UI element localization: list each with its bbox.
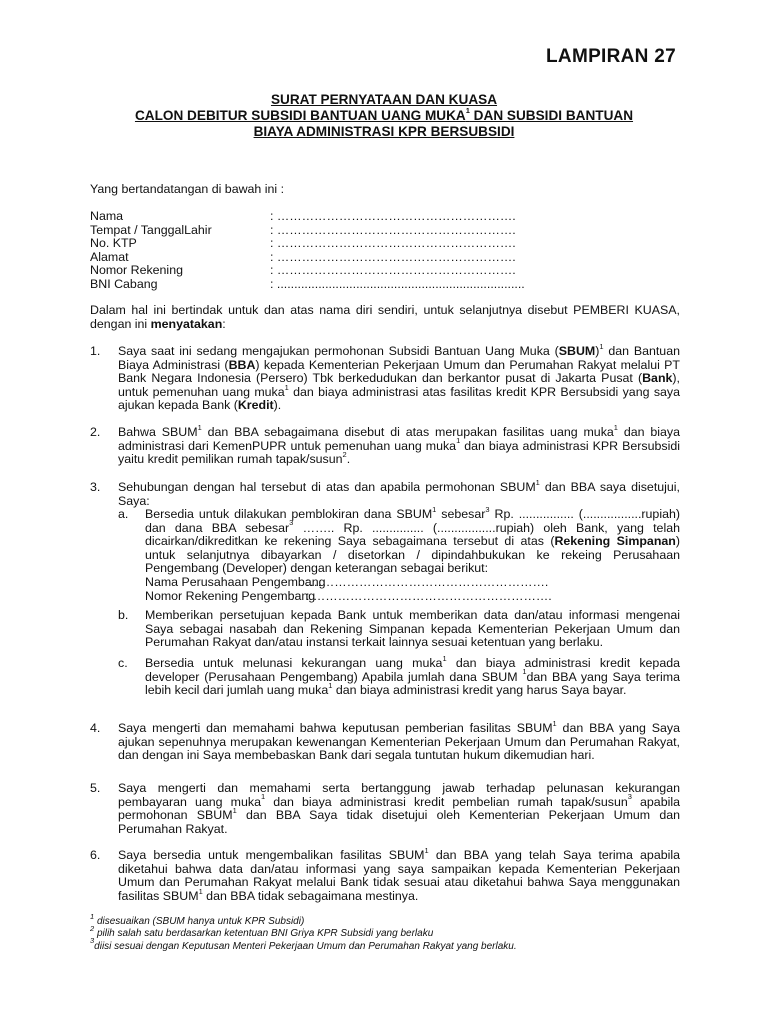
footnote-1: $^1$ disesuaikan (SBUM hanya untuk KPR Subsidi): [90, 911, 305, 927]
field-label: Nama: [90, 209, 124, 223]
item-text: Saya mengerti dan memahami bahwa keputusan pemberian fasilitas SBUM$^1$ dan BBA yang Saya ajukan sepenuhnya merupakan kewenangan Kementerian Pekerjaan Umum dan Perumahan Rakyat, dan dengan ini Saya membebaskan Bank dari segala tuntutan hukum dikemudian hari.: [118, 718, 680, 763]
title-line-2: CALON DEBITUR SUBSIDI BANTUAN UANG MUKA$^1$ DAN SUBSIDI BANTUAN: [134, 106, 634, 123]
developer-account-row: [145, 590, 680, 604]
field-value: : ………………………………………………….: [270, 263, 516, 278]
sub-item-a: [118, 504, 680, 603]
title-line-3: BIAYA ADMINISTRASI KPR BERSUBSIDI: [253, 124, 515, 139]
field-value: : ………………………………………………….: [270, 249, 516, 264]
footnote-3: $^3$diisi sesuai dengan Keputusan Menteri Pekerjaan Umum dan Perumahan Rakyat yang berlaku.: [90, 936, 517, 952]
identity-fields: [90, 210, 525, 292]
item-text: Bahwa SBUM$^1$ dan BBA sebagaimana disebut di atas merupakan fasilitas uang muka$^1$ dan biaya administrasi dari KemenPUPR untuk pemenuhan uang muka$^1$ dan biaya administrasi KPR Bersubsidi yaitu kredit pemilikan rumah tapak/susun$^2$.: [118, 422, 680, 467]
sub-item-paragraph: Bersedia untuk dilakukan pemblokiran dana SBUM$^1$ sebesar$^3$ Rp. ................ (.................rupiah) dan dana BBA sebesar$^3$ …….. Rp. ............... (.................rupiah) oleh Bank, yang telah dicairkan/dikreditkan ke rekening Saya sebagaimana tersebut di atas (Rekening Simpanan) untuk selanjutnya dibayarkan / disetorkan / dipindahbukukan ke rekeing Perusahaan Pengembang (Developer) dengan keterangan sebagai berikut:: [145, 504, 680, 576]
footnotes: [90, 911, 517, 953]
list-item-3: [90, 477, 680, 508]
lampiran-number: LAMPIRAN 27: [546, 46, 676, 67]
developer-account-value: : ………………………………………………….: [306, 588, 552, 603]
item-text: Saya bersedia untuk mengembalikan fasilitas SBUM$^1$ dan BBA yang telah Saya terima apabila diketahui bahwa data dan/atau informasi yang saya sampaikan kepada Kementerian Pekerjaan Umum dan Perumahan Rakyat melalui Bank tidak sesuai atau diketahui bahwa Saya menggunakan fasilitas SBUM$^1$ dan BBA tidak sebagaimana mestinya.: [118, 845, 681, 903]
developer-name-row: [145, 576, 680, 590]
list-item-4: [90, 718, 680, 763]
field-label: No. KTP: [90, 236, 137, 251]
field-row-tempat-tanggal-lahir: [90, 224, 525, 238]
item-text: Saya mengerti dan memahami serta bertanggung jawab terhadap pelunasan kekurangan pembayaran uang muka$^1$ dan biaya administrasi kredit pembelian rumah tapak/susun$^3$ apabila permohonan SBUM$^1$ dan BBA Saya tidak disetujui oleh Kementerian Pekerjaan Umum dan Perumahan Rakyat.: [118, 781, 680, 836]
sub-item-letter: a.: [118, 507, 129, 521]
developer-account-label: Nomor Rekening Pengembang: [145, 588, 316, 603]
item-text: Sehubungan dengan hal tersebut di atas dan apabila permohonan SBUM$^1$ dan BBA saya disetujui, Saya:: [118, 477, 680, 508]
list-item-6: [90, 845, 681, 903]
document-title: [90, 92, 678, 140]
field-label: Alamat: [90, 249, 129, 264]
field-row-alamat: [90, 251, 525, 265]
sub-item-letter: b.: [118, 608, 129, 622]
statement-paragraph: Dalam hal ini bertindak untuk dan atas nama diri sendiri, untuk selanjutnya disebut PEMBERI KUASA, dengan ini menyatakan:: [90, 303, 680, 331]
sub-item-text: [145, 504, 680, 603]
field-row-nomor-rekening: [90, 264, 525, 278]
sub-item-letter: c.: [118, 656, 128, 670]
field-label: BNI Cabang: [90, 276, 158, 291]
sub-item-text: Bersedia untuk melunasi kekurangan uang muka$^1$ dan biaya administrasi kredit kepada developer (Perusahaan Pengembang) Apabila jumlah dana SBUM $^1$dan BBA yang Saya terima lebih kecil dari jumlah uang muka$^1$ dan biaya administrasi kredit yang harus Saya bayar.: [145, 653, 680, 698]
developer-name-value: :………………………………………………….: [306, 574, 549, 589]
field-value: : ........................................................................: [270, 276, 525, 291]
field-value: : ………………………………………………….: [270, 209, 516, 223]
item-number: 2.: [90, 425, 101, 439]
item-number: 6.: [90, 848, 101, 862]
field-label: Tempat / TanggalLahir: [90, 222, 212, 237]
item-text: Saya saat ini sedang mengajukan permohonan Subsidi Bantuan Uang Muka (SBUM)$^1$ dan Bantuan Biaya Administrasi (BBA) kepada Kementerian Pekerjaan Umum dan Perumahan Rakyat melalui PT Bank Negara Indonesia (Persero) Tbk berkedudukan dan berkantor pusat di Jakarta Pusat (Bank), untuk pemenuhan uang muka$^1$ dan biaya administrasi atas fasilitas kredit KPR Bersubsidi yang saya ajukan kepada Bank (Kredit).: [118, 341, 680, 413]
intro-text: Yang bertandatangan di bawah ini :: [90, 182, 285, 196]
developer-name-label: Nama Perusahaan Pengembang: [145, 574, 326, 589]
sub-item-c: [118, 653, 680, 698]
item-number: 5.: [90, 781, 101, 795]
sub-item-b: [118, 609, 680, 650]
list-item-5: [90, 782, 680, 836]
item-number: 3.: [90, 480, 101, 494]
sub-item-text: Memberikan persetujuan kepada Bank untuk memberikan data dan/atau informasi mengenai Saya sebagai nasabah dan Rekening Simpanan kepada Kementerian Pekerjaan Umum dan Perumahan Rakyat dan/atau instansi terkait lainnya sesuai ketentuan yang berlaku.: [145, 608, 680, 650]
item-number: 1.: [90, 344, 101, 358]
field-row-no-ktp: [90, 237, 525, 251]
field-value: : ………………………………………………….: [270, 222, 516, 237]
field-label: Nomor Rekening: [90, 263, 183, 278]
footnote-2: $^2$ pilih salah satu berdasarkan ketentuan BNI Griya KPR Subsidi yang berlaku: [90, 924, 434, 940]
list-item-2: [90, 422, 680, 467]
title-line-1: SURAT PERNYATAAN DAN KUASA: [270, 92, 498, 107]
list-item-1: [90, 341, 680, 413]
field-value: : ………………………………………………….: [270, 236, 516, 251]
field-row-nama: [90, 210, 525, 224]
field-row-bni-cabang: [90, 278, 525, 292]
item-number: 4.: [90, 721, 101, 735]
